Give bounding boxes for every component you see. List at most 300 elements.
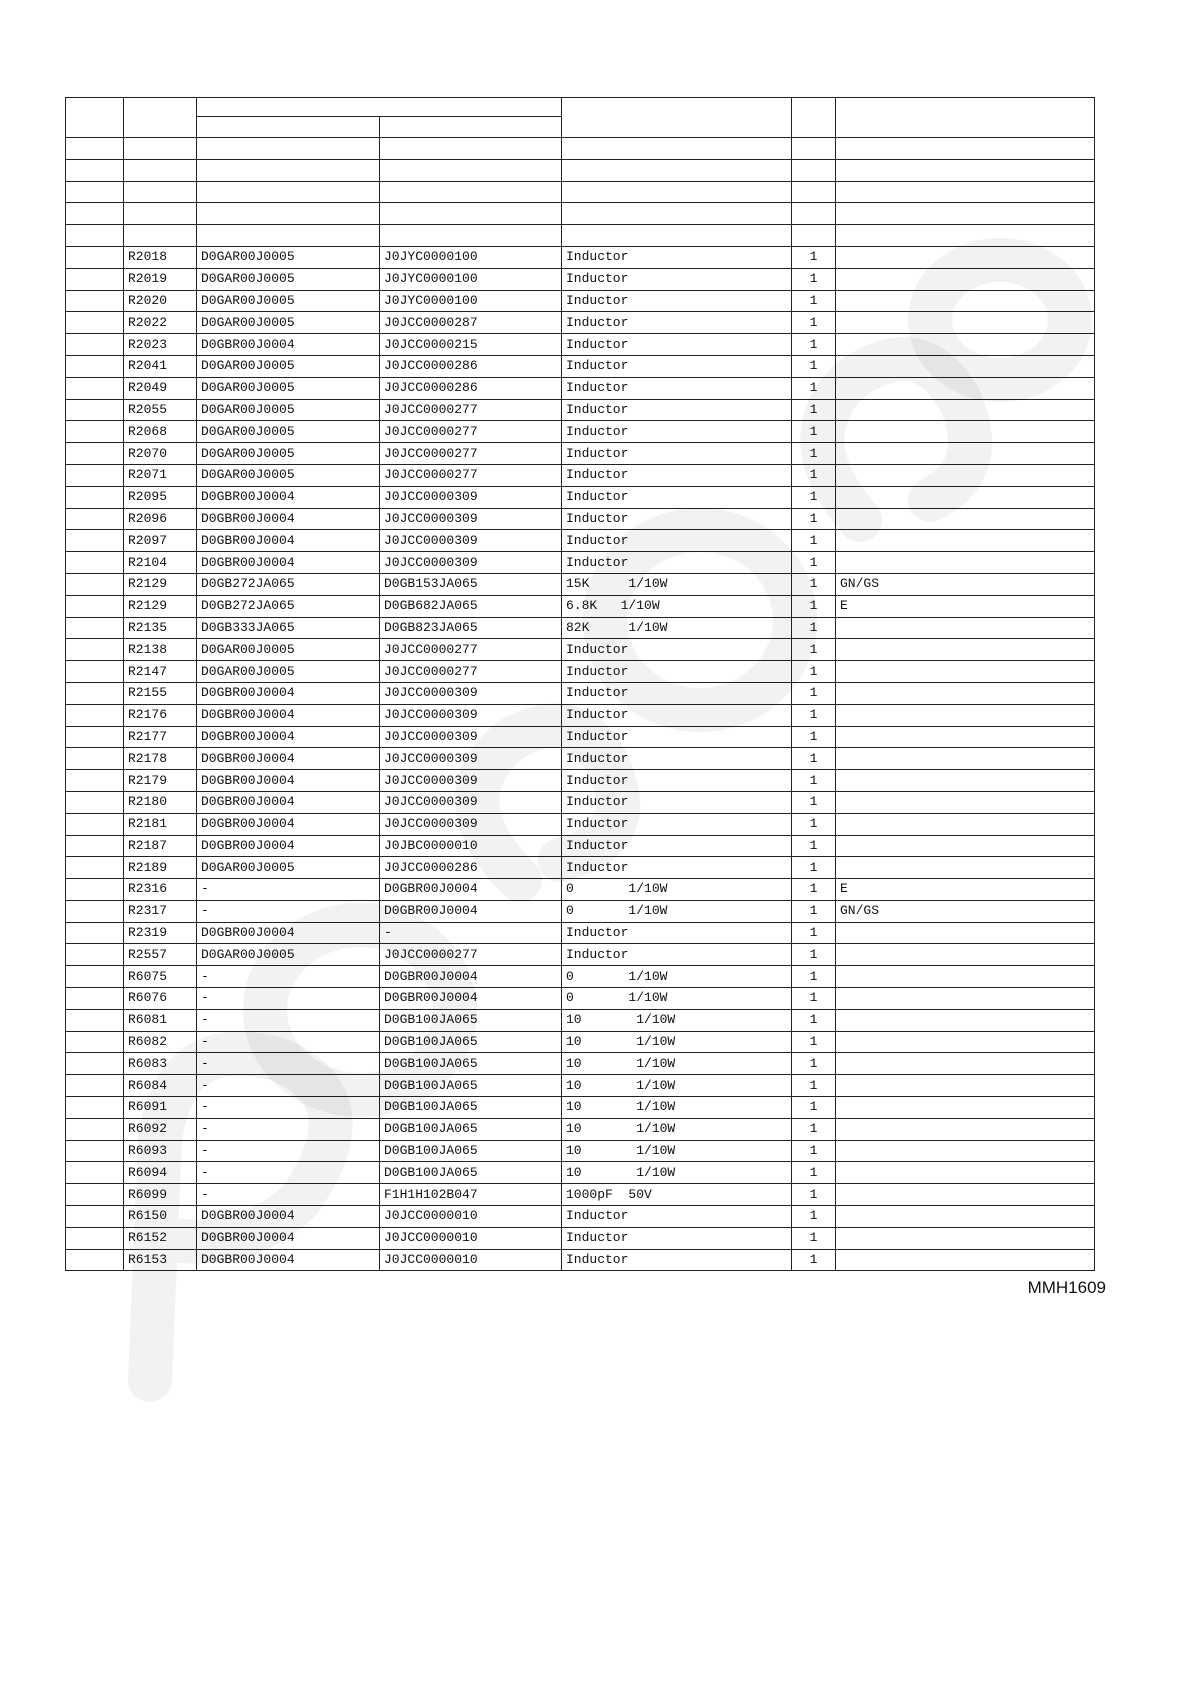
part-number-2-cell: J0JCC0000309 [380,486,562,508]
part-number-1-cell: D0GB272JA065 [197,573,380,595]
row-cell-blank [66,290,124,312]
quantity-cell: 1 [792,1184,836,1206]
row-cell-blank [66,988,124,1010]
description-cell: Inductor [562,748,792,770]
part-number-2-cell: J0JCC0000010 [380,1249,562,1271]
reference-cell: R2135 [124,617,197,639]
quantity-cell: 1 [792,464,836,486]
row-cell-blank [66,835,124,857]
reference-cell: R6075 [124,966,197,988]
description-cell: 0 1/10W [562,900,792,922]
part-number-2-cell: J0JCC0000309 [380,682,562,704]
table-row [66,508,1095,530]
remarks-cell: E [836,879,1095,901]
reference-cell: R6083 [124,1053,197,1075]
remarks-cell [836,1162,1095,1184]
part-number-1-cell: D0GBR00J0004 [197,334,380,356]
reference-cell: R2180 [124,791,197,813]
part-number-1-cell: D0GBR00J0004 [197,1249,380,1271]
row-cell-blank [66,639,124,661]
part-number-2-cell: D0GBR00J0004 [380,966,562,988]
description-cell: Inductor [562,486,792,508]
reference-cell: R2104 [124,552,197,574]
description-cell: Inductor [562,661,792,683]
quantity-cell: 1 [792,290,836,312]
row-cell-blank [66,1162,124,1184]
description-cell: 10 1/10W [562,1140,792,1162]
quantity-cell: 1 [792,1075,836,1097]
part-number-1-cell: D0GAR00J0005 [197,377,380,399]
part-number-2-cell: D0GB153JA065 [380,573,562,595]
part-number-1-cell: D0GBR00J0004 [197,704,380,726]
reference-cell: R6091 [124,1097,197,1119]
row-cell-blank [66,1031,124,1053]
part-number-1-cell: D0GB333JA065 [197,617,380,639]
part-number-1-cell: D0GAR00J0005 [197,246,380,268]
description-cell: Inductor [562,639,792,661]
part-number-2-cell: F1H1H102B047 [380,1184,562,1206]
quantity-cell: 1 [792,595,836,617]
quantity-cell: 1 [792,900,836,922]
quantity-cell: 1 [792,443,836,465]
part-number-1-cell: D0GBR00J0004 [197,791,380,813]
header-cell-part-group [197,98,562,117]
part-number-2-cell: D0GB100JA065 [380,1162,562,1184]
table-row [66,443,1095,465]
reference-cell: R2018 [124,246,197,268]
row-cell-blank [66,399,124,421]
part-number-1-cell: D0GBR00J0004 [197,1206,380,1228]
quantity-cell: 1 [792,813,836,835]
table-row [66,1031,1095,1053]
reference-cell: R6150 [124,1206,197,1228]
reference-cell: R6099 [124,1184,197,1206]
reference-cell: R2181 [124,813,197,835]
part-number-2-cell: D0GB100JA065 [380,1075,562,1097]
row-cell-blank [66,464,124,486]
description-cell: Inductor [562,508,792,530]
part-number-1-cell: - [197,1118,380,1140]
table-row [66,268,1095,290]
table-row [66,399,1095,421]
description-cell: 10 1/10W [562,1009,792,1031]
table-row [66,944,1095,966]
remarks-cell [836,1009,1095,1031]
row-cell-blank [66,661,124,683]
row-cell-blank [66,879,124,901]
part-number-1-cell: D0GAR00J0005 [197,421,380,443]
description-cell: Inductor [562,857,792,879]
reference-cell: R2041 [124,355,197,377]
reference-cell: R2019 [124,268,197,290]
part-number-2-cell: J0JYC0000100 [380,290,562,312]
reference-cell: R6152 [124,1227,197,1249]
row-cell-blank [66,1249,124,1271]
quantity-cell: 1 [792,944,836,966]
part-number-2-cell: J0JCC0000286 [380,377,562,399]
part-number-2-cell: J0JCC0000309 [380,726,562,748]
description-cell: Inductor [562,377,792,399]
part-number-2-cell: J0JCC0000309 [380,552,562,574]
part-number-1-cell: D0GBR00J0004 [197,486,380,508]
quantity-cell: 1 [792,879,836,901]
remarks-cell [836,421,1095,443]
remarks-cell: GN/GS [836,573,1095,595]
remarks-cell [836,1227,1095,1249]
description-cell: Inductor [562,334,792,356]
table-row [66,355,1095,377]
part-number-1-cell: D0GBR00J0004 [197,835,380,857]
part-number-2-cell: J0JCC0000309 [380,770,562,792]
reference-cell: R6082 [124,1031,197,1053]
remarks-cell [836,443,1095,465]
description-cell: 10 1/10W [562,1162,792,1184]
reference-cell: R2068 [124,421,197,443]
reference-cell: R2177 [124,726,197,748]
table-row [66,530,1095,552]
remarks-cell [836,791,1095,813]
part-number-1-cell: - [197,1184,380,1206]
part-number-1-cell: D0GAR00J0005 [197,355,380,377]
row-cell-blank [66,1206,124,1228]
table-row [66,922,1095,944]
row-cell-blank [66,617,124,639]
description-cell: 10 1/10W [562,1031,792,1053]
remarks-cell [836,966,1095,988]
row-cell-blank [66,857,124,879]
row-cell-blank [66,922,124,944]
row-cell-blank [66,1118,124,1140]
part-number-2-cell: J0JCC0000286 [380,857,562,879]
blank-row [66,138,1095,160]
reference-cell: R2557 [124,944,197,966]
quantity-cell: 1 [792,421,836,443]
description-cell: Inductor [562,813,792,835]
row-cell-blank [66,944,124,966]
description-cell: Inductor [562,355,792,377]
description-cell: Inductor [562,312,792,334]
quantity-cell: 1 [792,399,836,421]
remarks-cell [836,530,1095,552]
reference-cell: R2187 [124,835,197,857]
part-number-1-cell: - [197,1097,380,1119]
part-number-1-cell: D0GAR00J0005 [197,857,380,879]
description-cell: 15K 1/10W [562,573,792,595]
row-cell-blank [66,1227,124,1249]
description-cell: Inductor [562,1249,792,1271]
document-code: MMH1609 [1027,1278,1106,1297]
table-row [66,290,1095,312]
part-number-1-cell: D0GAR00J0005 [197,290,380,312]
table-row [66,704,1095,726]
part-number-1-cell: D0GBR00J0004 [197,530,380,552]
row-cell-blank [66,1097,124,1119]
part-number-2-cell: J0JCC0000277 [380,639,562,661]
remarks-cell [836,312,1095,334]
part-number-1-cell: D0GAR00J0005 [197,639,380,661]
part-number-2-cell: J0JCC0000309 [380,791,562,813]
part-number-2-cell: D0GB100JA065 [380,1031,562,1053]
quantity-cell: 1 [792,508,836,530]
part-number-2-cell: D0GB682JA065 [380,595,562,617]
description-cell: Inductor [562,835,792,857]
reference-cell: R6094 [124,1162,197,1184]
part-number-2-cell: J0JCC0000215 [380,334,562,356]
header-cell-empty [197,117,380,138]
row-cell-blank [66,486,124,508]
table-row [66,312,1095,334]
description-cell: 10 1/10W [562,1118,792,1140]
part-number-2-cell: D0GB100JA065 [380,1140,562,1162]
quantity-cell: 1 [792,246,836,268]
remarks-cell [836,682,1095,704]
row-cell-blank [66,421,124,443]
quantity-cell: 1 [792,617,836,639]
header-cell-empty [124,98,197,138]
quantity-cell: 1 [792,377,836,399]
quantity-cell: 1 [792,726,836,748]
blank-row [66,203,1095,225]
table-row [66,552,1095,574]
reference-cell: R2319 [124,922,197,944]
row-cell-blank [66,900,124,922]
remarks-cell [836,770,1095,792]
row-cell-blank [66,355,124,377]
table-row [66,573,1095,595]
part-number-1-cell: D0GBR00J0004 [197,508,380,530]
remarks-cell [836,988,1095,1010]
remarks-cell [836,464,1095,486]
table-row [66,682,1095,704]
part-number-1-cell: D0GAR00J0005 [197,944,380,966]
table-row [66,595,1095,617]
description-cell: 1000pF 50V [562,1184,792,1206]
part-number-2-cell: J0JCC0000309 [380,748,562,770]
remarks-cell [836,1031,1095,1053]
row-cell-blank [66,748,124,770]
quantity-cell: 1 [792,857,836,879]
remarks-cell [836,704,1095,726]
table-row [66,726,1095,748]
blank-row [66,159,1095,181]
part-number-1-cell: D0GAR00J0005 [197,443,380,465]
description-cell: Inductor [562,922,792,944]
description-cell: Inductor [562,726,792,748]
blank-row [66,225,1095,247]
part-number-2-cell: D0GBR00J0004 [380,900,562,922]
row-cell-blank [66,573,124,595]
description-cell: Inductor [562,944,792,966]
quantity-cell: 1 [792,1031,836,1053]
part-number-2-cell: D0GBR00J0004 [380,879,562,901]
reference-cell: R2097 [124,530,197,552]
description-cell: Inductor [562,530,792,552]
reference-cell: R6153 [124,1249,197,1271]
reference-cell: R6081 [124,1009,197,1031]
table-row [66,246,1095,268]
description-cell: 0 1/10W [562,988,792,1010]
part-number-2-cell: J0JCC0000309 [380,704,562,726]
table-row [66,900,1095,922]
remarks-cell [836,922,1095,944]
quantity-cell: 1 [792,1118,836,1140]
row-cell-blank [66,443,124,465]
part-number-2-cell: J0JCC0000277 [380,661,562,683]
remarks-cell [836,726,1095,748]
part-number-2-cell: D0GBR00J0004 [380,988,562,1010]
remarks-cell [836,748,1095,770]
part-number-2-cell: D0GB100JA065 [380,1009,562,1031]
quantity-cell: 1 [792,355,836,377]
part-number-1-cell: - [197,1031,380,1053]
part-number-2-cell: J0JYC0000100 [380,268,562,290]
reference-cell: R2022 [124,312,197,334]
row-cell-blank [66,246,124,268]
table-row [66,988,1095,1010]
reference-cell: R2095 [124,486,197,508]
table-row [66,617,1095,639]
description-cell: Inductor [562,268,792,290]
row-cell-blank [66,1009,124,1031]
header-cell-empty [836,98,1095,138]
description-cell: Inductor [562,246,792,268]
header-cell-empty [792,98,836,138]
part-number-1-cell: - [197,1075,380,1097]
remarks-cell [836,617,1095,639]
remarks-cell: E [836,595,1095,617]
description-cell: 0 1/10W [562,966,792,988]
quantity-cell: 1 [792,1097,836,1119]
part-number-2-cell: D0GB100JA065 [380,1118,562,1140]
reference-cell: R2178 [124,748,197,770]
quantity-cell: 1 [792,486,836,508]
part-number-1-cell: D0GBR00J0004 [197,682,380,704]
header-cell-empty [562,98,792,138]
reference-cell: R2129 [124,595,197,617]
quantity-cell: 1 [792,922,836,944]
table-row [66,334,1095,356]
part-number-1-cell: D0GAR00J0005 [197,268,380,290]
description-cell: Inductor [562,421,792,443]
remarks-cell [836,944,1095,966]
description-cell: Inductor [562,1206,792,1228]
quantity-cell: 1 [792,530,836,552]
part-number-1-cell: - [197,1053,380,1075]
reference-cell: R6084 [124,1075,197,1097]
row-cell-blank [66,312,124,334]
table-row [66,748,1095,770]
part-number-1-cell: D0GAR00J0005 [197,399,380,421]
remarks-cell [836,639,1095,661]
reference-cell: R2138 [124,639,197,661]
table-row [66,1206,1095,1228]
part-number-1-cell: D0GAR00J0005 [197,312,380,334]
row-cell-blank [66,1184,124,1206]
parts-table [65,97,1095,1271]
table-row [66,1097,1095,1119]
remarks-cell [836,486,1095,508]
quantity-cell: 1 [792,1009,836,1031]
reference-cell: R6092 [124,1118,197,1140]
part-number-2-cell: J0JCC0000287 [380,312,562,334]
part-number-2-cell: J0JCC0000010 [380,1206,562,1228]
part-number-1-cell: D0GBR00J0004 [197,770,380,792]
part-number-1-cell: D0GAR00J0005 [197,661,380,683]
part-number-2-cell: J0JBC0000010 [380,835,562,857]
table-row [66,1162,1095,1184]
quantity-cell: 1 [792,988,836,1010]
part-number-1-cell: - [197,1140,380,1162]
description-cell: Inductor [562,290,792,312]
description-cell: 10 1/10W [562,1075,792,1097]
description-cell: Inductor [562,770,792,792]
description-cell: 10 1/10W [562,1097,792,1119]
table-row [66,1118,1095,1140]
quantity-cell: 1 [792,791,836,813]
remarks-cell [836,857,1095,879]
quantity-cell: 1 [792,1162,836,1184]
table-row [66,1009,1095,1031]
row-cell-blank [66,704,124,726]
reference-cell: R2316 [124,879,197,901]
part-number-1-cell: D0GBR00J0004 [197,813,380,835]
remarks-cell [836,1118,1095,1140]
row-cell-blank [66,595,124,617]
part-number-2-cell: J0JCC0000286 [380,355,562,377]
table-row [66,1249,1095,1271]
quantity-cell: 1 [792,573,836,595]
table-row [66,464,1095,486]
description-cell: Inductor [562,552,792,574]
table-row [66,1184,1095,1206]
table-row [66,857,1095,879]
part-number-2-cell: D0GB823JA065 [380,617,562,639]
part-number-2-cell: J0JCC0000277 [380,464,562,486]
reference-cell: R2023 [124,334,197,356]
part-number-1-cell: D0GBR00J0004 [197,922,380,944]
quantity-cell: 1 [792,682,836,704]
row-cell-blank [66,1053,124,1075]
table-row [66,966,1095,988]
row-cell-blank [66,770,124,792]
reference-cell: R6093 [124,1140,197,1162]
part-number-2-cell: J0JCC0000277 [380,421,562,443]
part-number-2-cell: J0JCC0000309 [380,813,562,835]
description-cell: 0 1/10W [562,879,792,901]
quantity-cell: 1 [792,770,836,792]
remarks-cell [836,1075,1095,1097]
description-cell: Inductor [562,399,792,421]
remarks-cell [836,1249,1095,1271]
header-row-top [66,98,1095,117]
quantity-cell: 1 [792,334,836,356]
part-number-2-cell: J0JCC0000010 [380,1227,562,1249]
part-number-1-cell: - [197,1162,380,1184]
row-cell-blank [66,966,124,988]
row-cell-blank [66,682,124,704]
description-cell: Inductor [562,704,792,726]
reference-cell: R2147 [124,661,197,683]
part-number-2-cell: J0JYC0000100 [380,246,562,268]
reference-cell: R2179 [124,770,197,792]
row-cell-blank [66,552,124,574]
remarks-cell: GN/GS [836,900,1095,922]
quantity-cell: 1 [792,748,836,770]
row-cell-blank [66,1075,124,1097]
part-number-1-cell: D0GBR00J0004 [197,726,380,748]
table-row [66,639,1095,661]
table-row [66,377,1095,399]
